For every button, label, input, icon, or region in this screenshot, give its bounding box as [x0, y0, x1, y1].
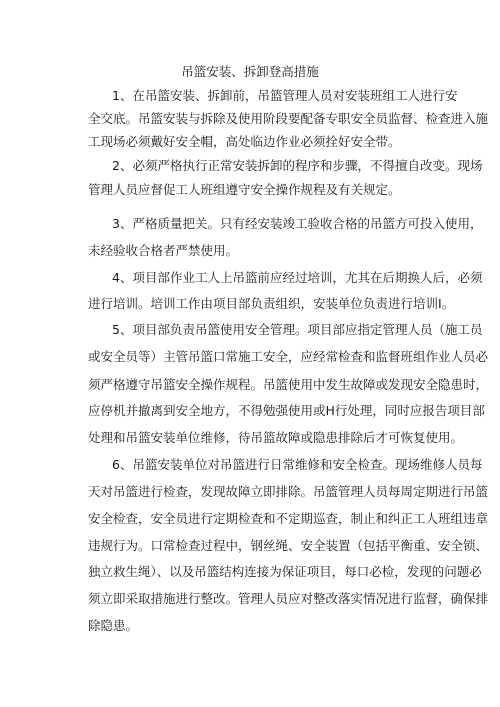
para-6-line-4: 违规行为。口常检查过程中，钢丝绳、安全装置（包括平衡重、安全锁、: [88, 538, 489, 553]
para-5-line-1: 5、项目部负责吊篮使用安全管理。项目部应指定管理人员（施工员: [112, 322, 483, 337]
para-6-line-7: 除隐患。: [88, 618, 139, 633]
para-3-line-1: 3、严格质量把关。只有经安装竣工验收合格的吊篮方可投入使用，: [112, 216, 483, 231]
para-4-line-2: 进行培训。培训工作由项目部负责组织，安装单位负责进行培训I。: [88, 296, 455, 311]
para-2-line-2: 管理人员应督促工人班组遵守安全操作规程及有关规定。: [88, 182, 401, 197]
para-3-line-2: 未经验收合格者严禁使用。: [88, 243, 239, 258]
para-6-line-3: 安全检查，安全员进行定期检查和不定期巡查，制止和纠正工人班组违章: [88, 511, 489, 526]
para-2-line-1: 2、必须严格执行正常安装拆卸的程序和步骤，不得擅自改变。现场: [112, 158, 483, 173]
para-1-line-2: 全交底。吊篮安装与拆除及使用阶段要配备专职安全员监督、检查进入施: [88, 111, 489, 126]
para-6-line-2: 天对吊篮进行检查，发现故障立即排除。吊篮管理人员每周定期进行吊篮: [88, 484, 489, 499]
document-title: 吊篮安装、拆卸登高措施: [181, 64, 319, 79]
para-6-line-6: 须立即采取措施进行整改。管理人员应对整改落实情况进行监督，确保排: [88, 591, 489, 606]
para-6-line-5: 独立救生绳）、以及吊篮结构连接为保证项目，每口必检，发现的问题必: [88, 564, 482, 579]
para-1-line-3: 工现场必须戴好安全帽，高处临边作业必须拴好安全带。: [88, 134, 401, 149]
para-5-line-5: 处理和吊篮安装单位维修，待吊篮故障或隐患排除后才可恢复使用。: [88, 430, 464, 445]
para-5-line-2: 或安全员等）主管吊篮口常施工安全，应经常检查和监督班组作业人员必: [88, 349, 489, 364]
para-4-line-1: 4、项目部作业工人上吊篮前应经过培训，尤其在后期换人后，必须: [112, 270, 483, 285]
para-5-line-4: 应停机并撤离到安全地方，不得勉强使用或H行处理，同时应报告项目部: [88, 403, 485, 418]
para-5-line-3: 须严格遵守吊篮安全操作规程。吊篮使用中发生故障或发现安全隐患时，: [88, 377, 489, 392]
para-6-line-1: 6、吊篮安装单位对吊篮进行日常维修和安全检查。现场维修人员每: [112, 457, 483, 472]
para-1-line-1: 1、在吊篮安装、拆卸前，吊篮管理人员对安装班组工人进行安: [112, 88, 458, 103]
